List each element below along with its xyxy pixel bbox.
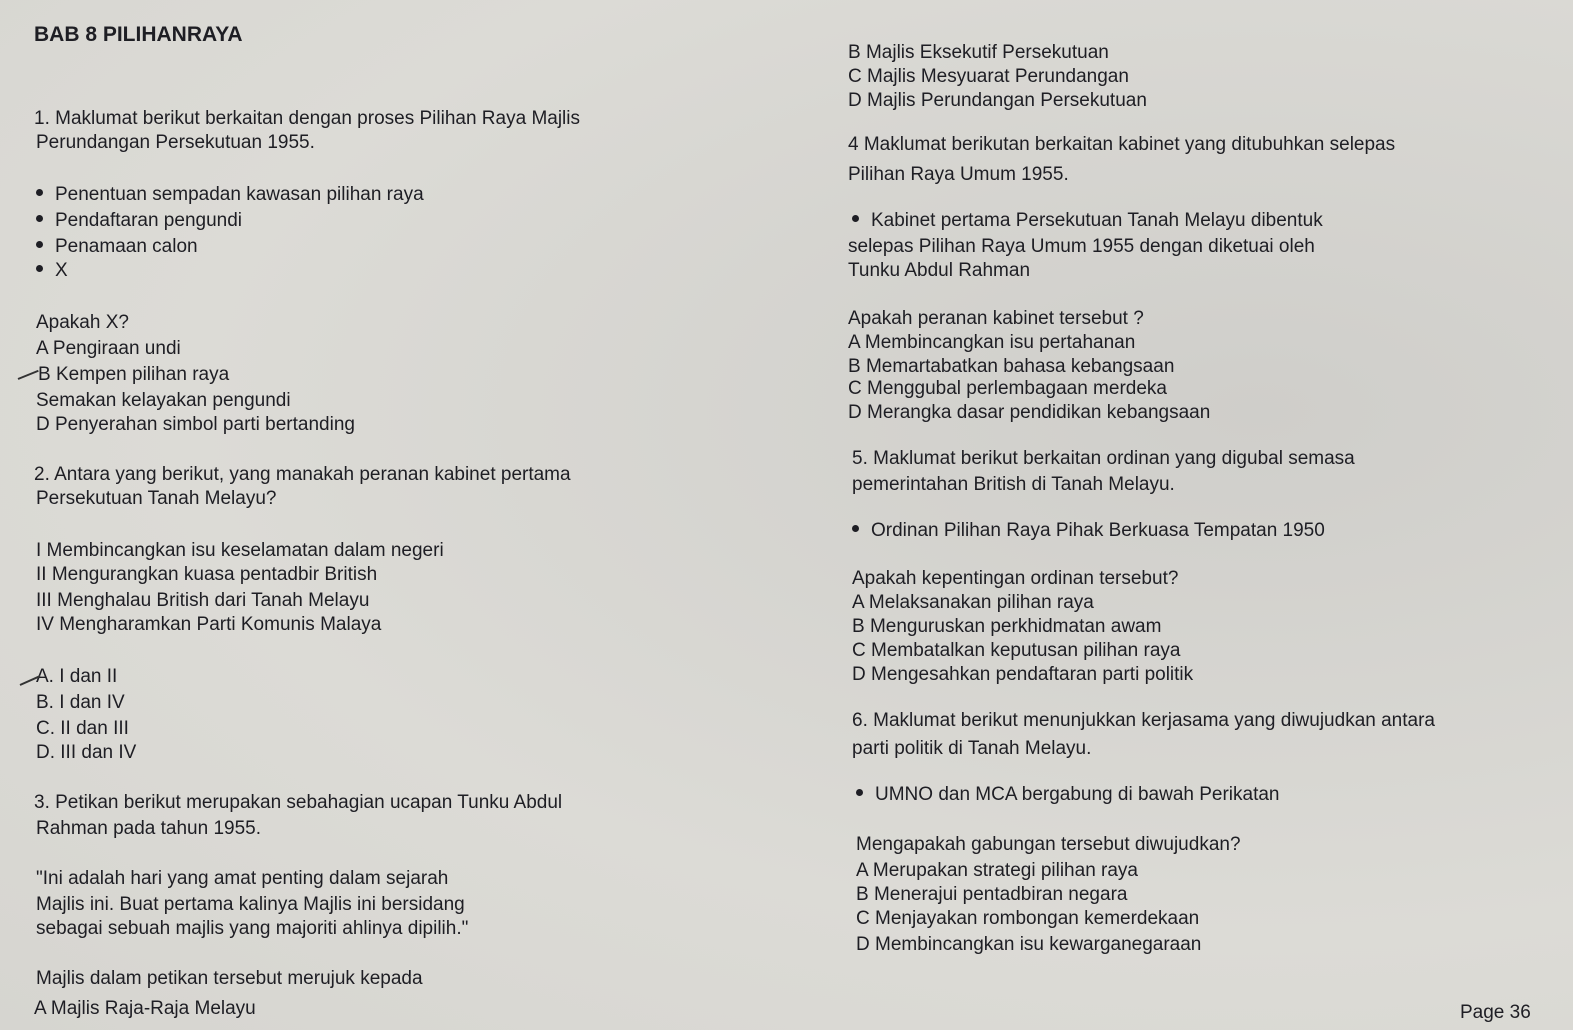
q5-bullet: Ordinan Pilihan Raya Pihak Berkuasa Tempatan 1950 — [852, 520, 1325, 542]
q5-question: Apakah kepentingan ordinan tersebut? — [852, 568, 1179, 589]
q2-statement-1: I Membincangkan isu keselamatan dalam negeri — [36, 540, 444, 561]
q5-option-a: A Melaksanakan pilihan raya — [852, 592, 1094, 613]
q6-option-d: D Membincangkan isu kewarganegaraan — [856, 934, 1202, 955]
q6-stem-line2: parti politik di Tanah Melayu. — [852, 738, 1092, 759]
bullet-icon — [36, 189, 43, 196]
bullet-icon — [36, 215, 43, 222]
q3-quote-line2: Majlis ini. Buat pertama kalinya Majlis ini bersidang — [36, 894, 465, 915]
q2-statement-3: III Menghalau British dari Tanah Melayu — [36, 590, 370, 611]
q3-option-a: A Majlis Raja-Raja Melayu — [34, 998, 256, 1019]
q4-bullet-line3: Tunku Abdul Rahman — [848, 260, 1031, 281]
q2-stem-line2: Persekutuan Tanah Melayu? — [36, 488, 277, 509]
page-number: Page 36 — [1460, 1002, 1531, 1023]
q4-stem-line1: 4 Maklumat berikutan berkaitan kabinet yang ditubuhkan selepas — [848, 134, 1396, 155]
bullet-icon — [852, 215, 859, 222]
q6-question: Mengapakah gabungan tersebut diwujudkan? — [856, 834, 1241, 855]
q1-option-a: A Pengiraan undi — [36, 338, 181, 359]
q5-option-b: B Menguruskan perkhidmatan awam — [852, 616, 1162, 637]
q3-stem-line1: 3. Petikan berikut merupakan sebahagian ucapan Tunku Abdul — [34, 792, 563, 813]
q4-option-d: D Merangka dasar pendidikan kebangsaan — [848, 402, 1211, 423]
q5-option-c: C Membatalkan keputusan pilihan raya — [852, 640, 1181, 661]
q3-option-b: B Majlis Eksekutif Persekutuan — [848, 42, 1109, 63]
q6-bullet: UMNO dan MCA bergabung di bawah Perikatan — [856, 784, 1280, 806]
q4-bullet-line2: selepas Pilihan Raya Umum 1955 dengan diketuai oleh — [848, 236, 1315, 257]
q5-stem-line1: 5. Maklumat berikut berkaitan ordinan yang digubal semasa — [852, 448, 1355, 469]
q3-option-d: D Majlis Perundangan Persekutuan — [848, 90, 1147, 111]
q1-stem-line1: 1. Maklumat berikut berkaitan dengan proses Pilihan Raya Majlis — [34, 108, 580, 129]
q1-bullet: Pendaftaran pengundi — [36, 210, 242, 232]
q6-option-c: C Menjayakan rombongan kemerdekaan — [856, 908, 1200, 929]
q6-stem-line1: 6. Maklumat berikut menunjukkan kerjasama yang diwujudkan antara — [852, 710, 1435, 731]
q4-option-c: C Menggubal perlembagaan merdeka — [848, 378, 1167, 399]
bullet-icon — [856, 789, 863, 796]
q4-question: Apakah peranan kabinet tersebut ? — [848, 308, 1144, 329]
pen-mark — [18, 370, 39, 380]
q1-option-d: D Penyerahan simbol parti bertanding — [36, 414, 355, 435]
q5-option-d: D Mengesahkan pendaftaran parti politik — [852, 664, 1194, 685]
q2-statement-2: II Mengurangkan kuasa pentadbir British — [36, 564, 378, 585]
q2-option-d: D. III dan IV — [36, 742, 137, 763]
q5-stem-line2: pemerintahan British di Tanah Melayu. — [852, 474, 1175, 495]
q3-quote-line1: "Ini adalah hari yang amat penting dalam sejarah — [36, 868, 449, 889]
q1-option-b: B Kempen pilihan raya — [38, 364, 230, 385]
q1-bullet: Penamaan calon — [36, 236, 198, 258]
q2-option-b: B. I dan IV — [36, 692, 125, 713]
q3-quote-line3: sebagai sebuah majlis yang majoriti ahlinya dipilih." — [36, 918, 469, 939]
q1-bullet: X — [36, 260, 68, 282]
q2-option-c: C. II dan III — [36, 718, 129, 739]
q1-option-c: Semakan kelayakan pengundi — [36, 390, 291, 411]
q4-bullet-line1: Kabinet pertama Persekutuan Tanah Melayu dibentuk — [852, 210, 1323, 232]
bullet-icon — [36, 265, 43, 272]
q4-option-a: A Membincangkan isu pertahanan — [848, 332, 1136, 353]
q1-stem-line2: Perundangan Persekutuan 1955. — [36, 132, 315, 153]
q3-question: Majlis dalam petikan tersebut merujuk kepada — [36, 968, 423, 989]
q1-bullet: Penentuan sempadan kawasan pilihan raya — [36, 184, 424, 206]
bullet-icon — [852, 525, 859, 532]
q3-stem-line2: Rahman pada tahun 1955. — [36, 818, 262, 839]
q2-statement-4: IV Mengharamkan Parti Komunis Malaya — [36, 614, 382, 635]
q4-option-b: B Memartabatkan bahasa kebangsaan — [848, 356, 1175, 377]
chapter-title: BAB 8 PILIHANRAYA — [34, 23, 243, 46]
q4-stem-line2: Pilihan Raya Umum 1955. — [848, 164, 1069, 185]
q2-stem-line1: 2. Antara yang berikut, yang manakah peranan kabinet pertama — [34, 464, 571, 485]
bullet-icon — [36, 241, 43, 248]
q3-option-c: C Majlis Mesyuarat Perundangan — [848, 66, 1129, 87]
q2-option-a: A. I dan II — [36, 666, 118, 687]
q1-question: Apakah X? — [36, 312, 129, 333]
q6-option-a: A Merupakan strategi pilihan raya — [856, 860, 1138, 881]
q6-option-b: B Menerajui pentadbiran negara — [856, 884, 1128, 905]
